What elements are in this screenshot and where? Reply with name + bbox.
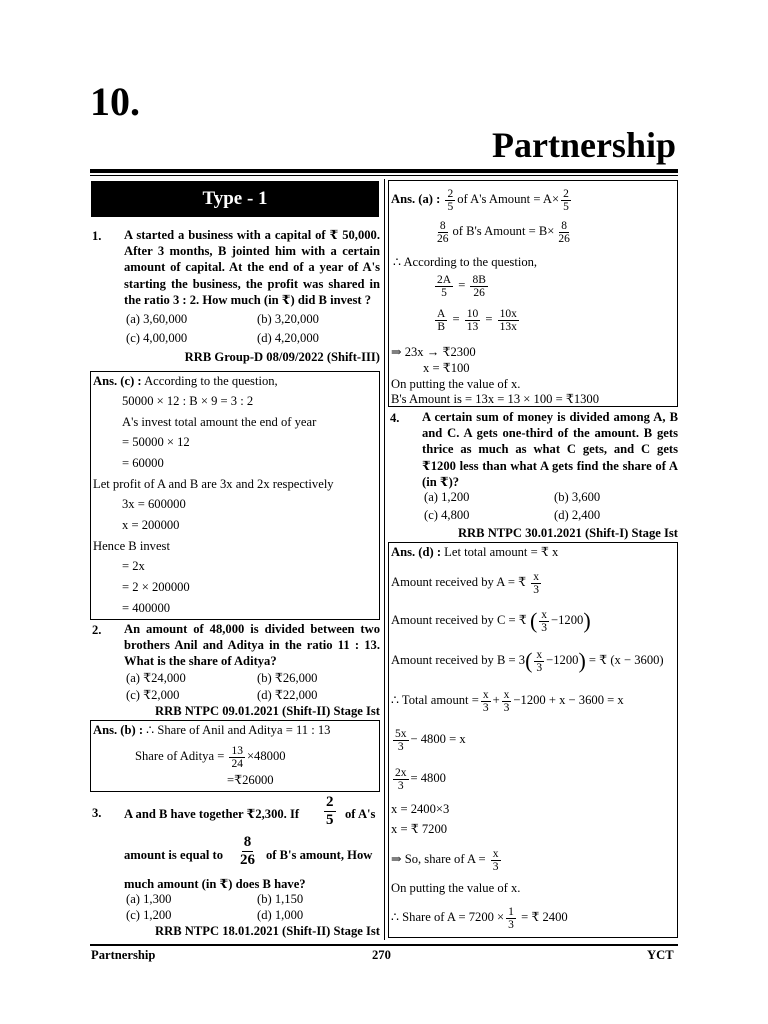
q4-text: A certain sum of money is divided among A, B and C. A gets one-third of the amount. B gets thrice as much as what C gets, and C gets ₹1200 less than what A gets find the share of A (in ₹)? [422, 410, 678, 489]
footer-rule [90, 944, 678, 946]
q4-source: RRB NTPC 30.01.2021 (Shift-I) Stage Ist [457, 526, 678, 540]
q4-option-a: (a) 1,200 [424, 490, 470, 504]
q2-option-d: (d) ₹22,000 [257, 688, 318, 702]
a4-line-3: Amount received by C = ₹ ( $\frac{x}{3}$ −1200) [391, 608, 591, 634]
a3-eq-2: $\frac{A}{B}$ = $\frac{10}{13}$ = $\frac{10x}{13x}$ [437, 307, 517, 333]
q2-option-a: (a) ₹24,000 [126, 671, 186, 685]
a1-line: A's invest total amount the end of year [122, 415, 317, 429]
q3-option-d: (d) 1,000 [257, 908, 304, 922]
chapter-number: 10. [90, 79, 140, 124]
q3-option-a: (a) 1,300 [126, 892, 172, 906]
a2-share-line: Share of Aditya = $\frac{13}{24}$ ×48000 [135, 744, 286, 770]
type-heading: Type - 1 [91, 181, 379, 217]
a4-line-2: Amount received by A = ₹ $\frac{x}{3}$ [391, 570, 539, 596]
q3-text-c: amount is equal to [124, 848, 224, 862]
q4-option-c: (c) 4,800 [424, 508, 470, 522]
a4-line-6: $\frac{5x}{3}$ − 4800 = x [395, 727, 466, 753]
q4-option-b: (b) 3,600 [554, 490, 601, 504]
a1-line: Let profit of A and B are 3x and 2x respectively [93, 477, 334, 491]
a3-line-4: ⇒ 23x → ₹2300 [391, 345, 476, 359]
q1-option-a: (a) 3,60,000 [126, 312, 188, 326]
a1-line: = 50000 × 12 [122, 435, 190, 449]
q3-number: 3. [92, 806, 102, 820]
a1-line: 3x = 600000 [122, 497, 186, 511]
q3-fraction-2: $\frac{8}{26}$ [240, 834, 255, 868]
q2-source: RRB NTPC 09.01.2021 (Shift-II) Stage Ist [155, 704, 380, 718]
a4-line-5: ∴ Total amount = $\frac{x}{3}$ + $\frac{x}{3}$ −1200 + x − 3600 = x [391, 688, 624, 714]
a2-result: =₹26000 [227, 773, 274, 787]
q1-option-b: (b) 3,20,000 [257, 312, 319, 326]
q1-source: RRB Group-D 08/09/2022 (Shift-III) [184, 350, 380, 364]
a1-line: = 2 × 200000 [122, 580, 190, 594]
answer-4-box [388, 542, 678, 938]
chapter-title: Partnership [492, 125, 676, 165]
page-number: 270 [372, 948, 391, 962]
a1-line: = 400000 [122, 601, 171, 615]
q3-text-e: much amount (in ₹) does B have? [124, 877, 306, 891]
a4-line-4: Amount received by B = 3( $\frac{x}{3}$ −1200) = ₹ (x − 3600) [391, 648, 664, 674]
a1-line: = 60000 [122, 456, 164, 470]
a3-line-1: Ans. (a) : $\frac{2}{5}$ of A's Amount = A× $\frac{2}{5}$ [391, 187, 569, 213]
answer-3-box [388, 180, 678, 407]
q3-text-b: of A's [345, 807, 376, 821]
footer-left: Partnership [91, 948, 156, 962]
a1-line: Hence B invest [93, 539, 170, 553]
q3-text-d: of B's amount, How [266, 848, 373, 862]
q2-option-c: (c) ₹2,000 [126, 688, 180, 702]
answer-1-box [90, 371, 380, 620]
a3-line-2: $\frac{8}{26}$ of B's Amount = B× $\frac{8}{26}$ [437, 219, 570, 245]
q4-number: 4. [390, 411, 400, 425]
title-rule-thin [90, 175, 678, 176]
q3-option-b: (b) 1,150 [257, 892, 304, 906]
a3-eq-1: $\frac{2A}{5}$ = $\frac{8B}{26}$ [437, 273, 486, 299]
a1-line: x = 200000 [122, 518, 180, 532]
a4-line-12: ∴ Share of A = 7200 × $\frac{1}{3}$ = ₹ 2400 [391, 905, 568, 931]
q1-option-c: (c) 4,00,000 [126, 331, 188, 345]
a4-line-9: x = ₹ 7200 [391, 822, 448, 836]
a3-line-7: B's Amount is = 13x = 13 × 100 = ₹1300 [391, 392, 600, 406]
q1-text: A started a business with a capital of ₹ 50,000. After 3 months, B jointed him with a certain amount of capital. At the end of a year of A's starting the business, the profit was shared in the ratio 3 : 2. How much (in ₹) did B invest ? [124, 228, 380, 307]
a4-line-8: x = 2400×3 [391, 802, 450, 816]
answer-2-box [90, 720, 380, 792]
q1-option-d: (d) 4,20,000 [257, 331, 319, 345]
a1-line: Ans. (c) : According to the question, [93, 374, 278, 388]
title-rule [90, 169, 678, 173]
a4-line-11: On putting the value of x. [391, 881, 521, 895]
a1-line: 50000 × 12 : B × 9 = 3 : 2 [122, 394, 254, 408]
footer-right: YCT [647, 948, 674, 962]
q2-text: An amount of 48,000 is divided between two brothers Anil and Aditya in the ratio 11 : 13. What is the share of Aditya? [124, 622, 380, 669]
q1-number: 1. [92, 229, 102, 243]
a1-line: = 2x [122, 559, 145, 573]
a3-line-3: ∴ According to the question, [393, 255, 538, 269]
q2-option-b: (b) ₹26,000 [257, 671, 318, 685]
q3-fraction-1: $\frac{2}{5}$ [326, 794, 334, 828]
a2-line: Ans. (b) : ∴ Share of Anil and Aditya = 11 : 13 [93, 723, 331, 737]
q3-text-a: A and B have together ₹2,300. If [124, 807, 300, 821]
a3-line-6: On putting the value of x. [391, 377, 521, 391]
q2-number: 2. [92, 623, 102, 637]
a4-line-7: $\frac{2x}{3}$ = 4800 [395, 766, 446, 792]
a3-line-5: x = ₹100 [423, 361, 470, 375]
q3-source: RRB NTPC 18.01.2021 (Shift-II) Stage Ist [155, 924, 380, 938]
q3-option-c: (c) 1,200 [126, 908, 172, 922]
column-divider [384, 179, 385, 940]
q4-option-d: (d) 2,400 [554, 508, 601, 522]
a4-line-10: ⇒ So, share of A = $\frac{x}{3}$ [391, 847, 499, 873]
a4-line-1: Ans. (d) : Let total amount = ₹ x [391, 545, 559, 559]
fraction: $\frac{13}{24}$ [231, 744, 243, 770]
